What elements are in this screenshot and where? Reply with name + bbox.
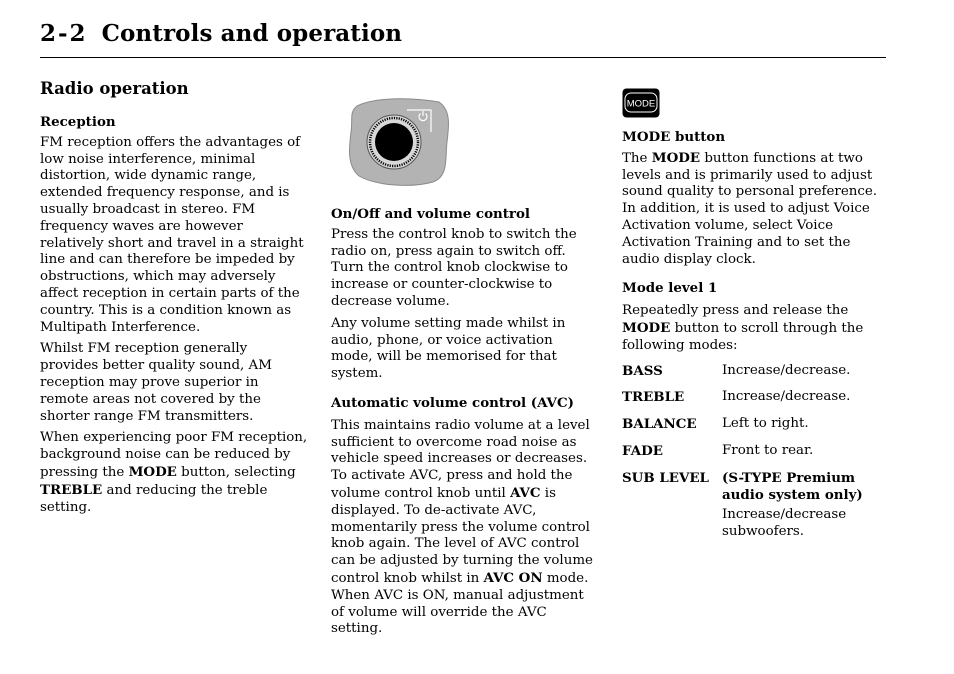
page-title [40, 18, 886, 50]
mode-level-heading: Mode level 1 [622, 280, 718, 297]
mode-key: BALANCE [622, 416, 697, 433]
avc-paragraph-1: This maintains radio volume at a level sufficient to overcome road noise as vehicle speed increases or decreases. [331, 417, 590, 467]
mode-row-bass [622, 363, 890, 380]
mode-row-sub-level [622, 470, 890, 541]
mode-term: MODE [128, 463, 177, 480]
column-radio-operation [40, 78, 308, 521]
mode-value: Increase/decrease. [722, 389, 851, 405]
mode-value: Left to right. [722, 416, 809, 432]
text-run: button functions at two levels and is primarily used to adjust sound quality to personal preference. [622, 150, 878, 200]
page-title-text: Controls and operation [101, 20, 403, 47]
premium-note: (S-TYPE Premium audio system only) [722, 469, 863, 503]
column-volume-control [331, 96, 595, 643]
mode-key: FADE [622, 442, 663, 459]
mode-paragraph-1 [622, 150, 890, 201]
text-run: To activate AVC, press and hold the volume control knob until [331, 468, 573, 501]
mode-paragraph-2: In addition, it is used to adjust Voice Activation volume, select Voice Activation Training and to set the audio display clock. [622, 201, 870, 267]
mode-paragraph-3 [622, 303, 890, 354]
mode-value: Front to rear. [722, 442, 814, 458]
mode-term: MODE [622, 319, 671, 336]
text-run: and reducing the treble setting. [40, 482, 268, 515]
mode-key: BASS [622, 362, 663, 379]
section-title: Radio operation [40, 79, 189, 98]
mode-row-treble [622, 389, 890, 406]
text-run: is displayed. To de-activate AVC, momentarily press the volume control knob again. The level of AVC control can be adjusted by turning the volume control knob whilst in [331, 485, 593, 586]
mode-key: TREBLE [622, 389, 685, 406]
reception-paragraph-2: Whilst FM reception generally provides better quality sound, AM reception may prove superior in remote areas not covered by the shorter range FM transmitters. [40, 341, 272, 424]
mode-list [622, 363, 890, 541]
page-number: 2-2 [40, 20, 88, 47]
text-run: The [622, 150, 652, 166]
onoff-paragraph-1: Press the control knob to switch the radio on, press again to switch off. Turn the control knob clockwise to increase or counter-clockwise to decrease volume. [331, 226, 577, 309]
volume-knob-icon [347, 96, 451, 188]
onoff-paragraph-2: Any volume setting made whilst in audio, phone, or voice activation mode, will be memorised for that system. [331, 315, 566, 382]
mode-key: SUB LEVEL [622, 469, 709, 486]
mode-row-balance [622, 416, 890, 433]
mode-button-icon [622, 88, 660, 118]
column-mode-button [622, 88, 890, 551]
avc-paragraph-2 [331, 468, 595, 638]
mode-row-fade [622, 443, 890, 460]
onoff-heading: On/Off and volume control [331, 206, 531, 222]
mode-icon-label: MODE [626, 98, 656, 110]
mode-value: Increase/decrease. [722, 362, 851, 378]
text-run: button, selecting [176, 464, 296, 480]
avc-heading: Automatic volume control (AVC) [331, 394, 574, 411]
reception-paragraph-1: FM reception offers the advantages of low noise interference, minimal distortion, wide dynamic range, extended frequency response, and is usually broadcast in stereo. FM frequency waves are however relatively short and travel in a straight line and can therefore be impeded by obstructions, which may adversely affect reception in certain parts of the country. This is a condition known as Multipath Interference. [40, 134, 304, 335]
mode-heading: MODE button [622, 129, 726, 145]
text-run: button to scroll through the following modes: [622, 320, 864, 353]
text-run: mode. When AVC is ON, manual adjustment of volume will override the AVC setting. [331, 570, 589, 637]
reception-heading: Reception [40, 114, 116, 130]
mode-value [722, 470, 890, 541]
text-run: When experiencing poor FM reception, background noise can be reduced by pressing the [40, 430, 308, 480]
text-run: Repeatedly press and release the [622, 303, 849, 319]
avc-term: AVC [510, 484, 541, 501]
reception-paragraph-3 [40, 430, 308, 516]
mode-term: MODE [651, 149, 701, 166]
sub-level-value: Increase/decrease subwoofers. [722, 507, 847, 540]
avc-on-term: AVC ON [483, 569, 543, 586]
header-divider [40, 57, 886, 58]
page-header [40, 18, 886, 50]
treble-term: TREBLE [40, 481, 103, 498]
